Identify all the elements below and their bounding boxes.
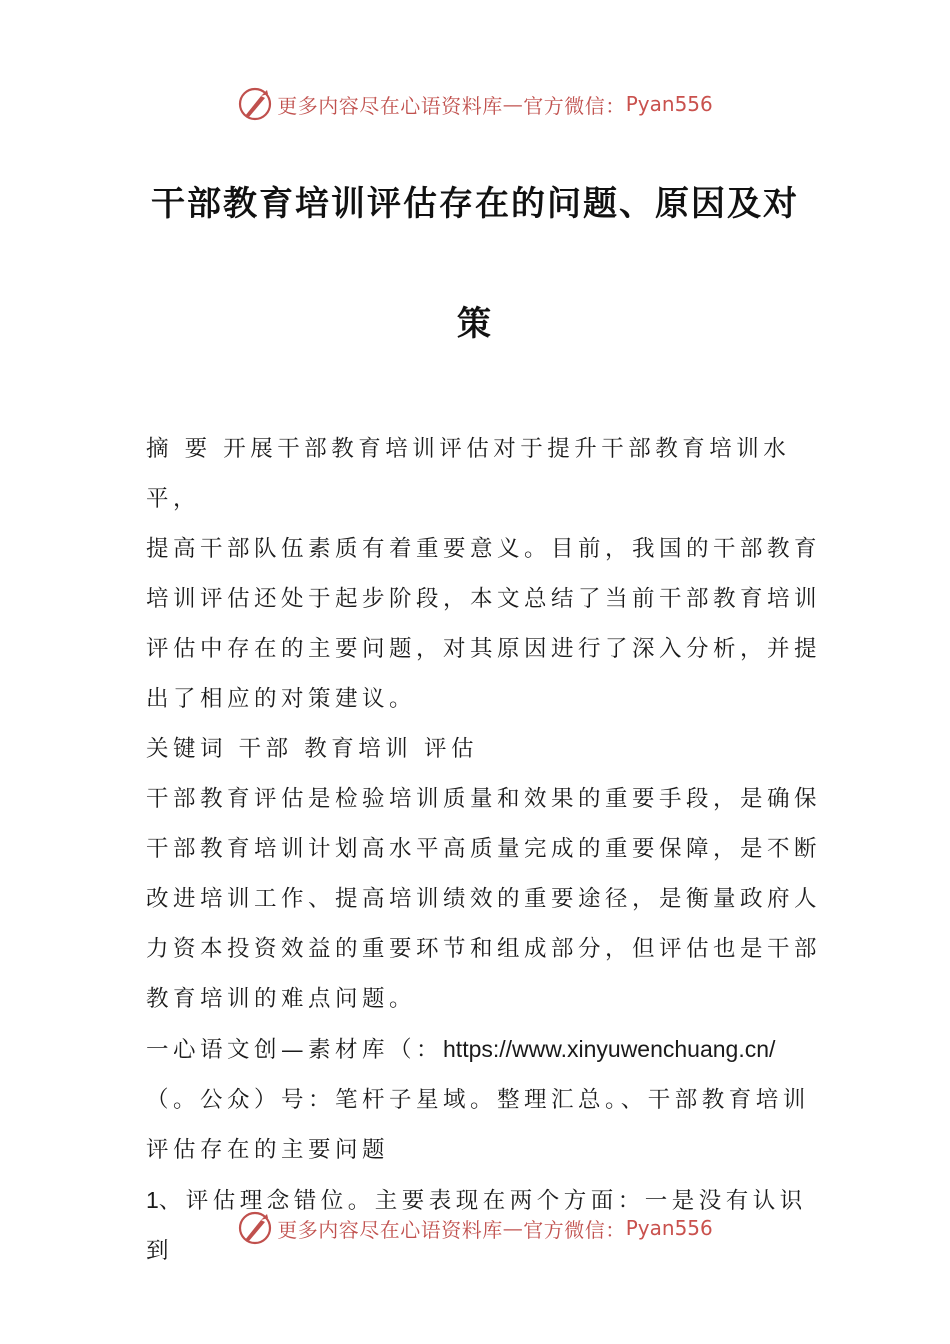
intro-line: 改进培训工作、提高培训绩效的重要途径，是衡量政府人 [146, 886, 822, 912]
source-line [146, 1024, 826, 1075]
intro-line: 教育培训的难点问题。 [146, 986, 417, 1012]
source-url: https://www.xinyuwenchuang.cn/ [443, 1036, 776, 1062]
header-watermark [0, 84, 950, 124]
section-line: （。公众）号：笔杆子星域。整理汇总。、干部教育培训 [146, 1087, 810, 1113]
keywords-line: 关键词 干部 教育培训 评估 [146, 736, 478, 762]
watermark-wechat-id: Pyan556 [625, 92, 713, 116]
abstract-line: 培训评估还处于起步阶段，本文总结了当前干部教育培训 [146, 586, 822, 612]
abstract-line: 出了相应的对策建议。 [146, 686, 417, 712]
document-title-line2: 策 [457, 304, 493, 344]
watermark-wechat-label: 官方微信： [523, 93, 626, 118]
document-body [146, 424, 826, 1276]
watermark-dash: — [502, 92, 524, 116]
item1-text: 、评估理念错位。主要表现在两个方面：一是没有认识到 [146, 1188, 807, 1264]
intro-line: 干部教育培训计划高水平高质量完成的重要保障，是不断 [146, 836, 822, 862]
watermark-wechat-id: Pyan556 [625, 1216, 713, 1240]
quill-pen-icon [237, 86, 273, 122]
abstract-line: 提高干部队伍素质有着重要意义。目前，我国的干部教育 [146, 536, 822, 562]
intro-line: 力资本投资效益的重要环节和组成部分，但评估也是干部 [146, 936, 822, 962]
intro-line: 干部教育评估是检验培训质量和效果的重要手段，是确保 [146, 786, 822, 812]
source-prefix: 一心语文创—素材库（： [146, 1037, 444, 1063]
document-title-line1: 干部教育培训评估存在的问题、原因及对 [151, 184, 799, 224]
watermark-text: 更多内容尽在心语资料库 [277, 1217, 503, 1242]
abstract-line: 评估中存在的主要问题，对其原因进行了深入分析，并提 [146, 636, 822, 662]
item1-number: 1 [146, 1187, 159, 1213]
watermark-text: 更多内容尽在心语资料库 [277, 93, 503, 118]
abstract-line: 摘 要 开展干部教育培训评估对于提升干部教育培训水平， [146, 436, 791, 512]
section-line: 评估存在的主要问题 [146, 1137, 390, 1163]
footer-watermark [0, 1208, 950, 1248]
quill-pen-icon [237, 1210, 273, 1246]
watermark-wechat-label: 官方微信： [523, 1217, 626, 1242]
watermark-dash: — [502, 1216, 524, 1240]
